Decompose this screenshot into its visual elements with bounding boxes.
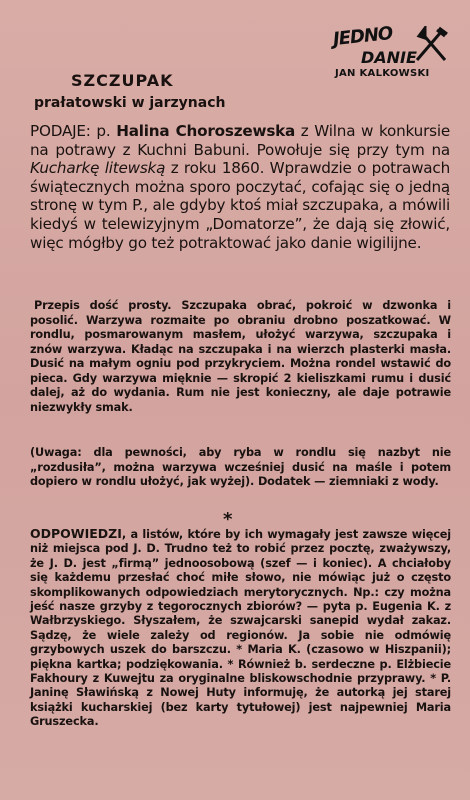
fork-knife-icon xyxy=(411,26,457,66)
lead-text-3: z roku 1860. Wprawdzie o potrawach świątecznych można sporo poczytać, cofając się o jedną stronę w tym P., ale gdyby ktoś miał szczupaka, a mówili kiedyś w telewizyjnym „Domatorze”, że dają się złowić, więc mógłby go też potraktować jako danie wigilijne. xyxy=(30,159,450,252)
answers-paragraph xyxy=(30,527,451,730)
recipe-text: Przepis dość prosty. Szczupaka obrać, pokroić w dzwonka i posolić. Warzywa rozmaite po obraniu drobno poszatkować. W rondlu, posmarowanym masłem, ułożyć warzywa, szczupaka i znów warzywa. Kładąc na szczupaka i na wierzch plasterki masła. Dusić na małym ogniu pod przykryciem. Można rondel wstawić do pieca. Gdy warzywa mięknie — skropić 2 kieliszkami rumu i dusić dalej, aż do wydania. Rum nie jest konieczny, ale daje potrawie niezwykły smak. xyxy=(30,299,451,414)
lead-text-1: PODAJE: p. xyxy=(30,122,117,140)
column-logo xyxy=(333,22,461,84)
answers-heading: ODPOWIEDZI xyxy=(30,526,122,541)
logo-author: JAN KALKOWSKI xyxy=(335,68,430,79)
lead-paragraph xyxy=(30,122,450,252)
note-paragraph: (Uwaga: dla pewności, aby ryba w rondlu się nazbyt nie „rozdusiła”, można warzywa wcześniej dusić na maśle i potem dopiero w rondlu ułożyć, jak wyżej). Dodatek — ziemniaki z wody. xyxy=(30,446,451,488)
article-subtitle: prałatowski w jarzynach xyxy=(34,95,226,111)
author-name: Halina Choroszewska xyxy=(116,122,296,140)
answers-text: , a listów, które by ich wymagały jest zawsze więcej niż miejsca pod J. D. Trudno też to robić przez pocztę, zważywszy, że J. D. jest „firmą” jednoosobową (szef — i koniec). A chciałoby się każdemu przesłać choć miłe słowo, nie mówiąc już o często skomplikowanych odpowiedziach merytorycznych. Np.: czy można jeść nasze grzyby z tegorocznych zbiorów? — pyta p. Eugenia K. z Wałbrzyskiego. Słyszałem, że szwajcarski sanepid wydał zakaz. Sądzę, że wiele zależy od regionów. Ja sobie nie odmówię grzybowych uszek do barszczu. * Maria K. (czasowo w Hiszpanii); piękna kartka; podziękowania. * Również b. serdeczne p. Elżbiecie Fakhoury z Kuwejtu za oryginalne bliskowschodnie przyprawy. * P. Janinę Sławińską z Nowej Huty informuję, że autorką jej starej książki kucharskiej (bez karty tytułowej) jest najpewniej Maria Gruszecka. xyxy=(30,528,451,729)
logo-line-1: JEDNO xyxy=(332,22,394,51)
section-separator: * xyxy=(223,509,233,530)
lead-text-2: z Wilna w konkursie na potrawy z Kuchni Babuni. Powołuje się przy tym na xyxy=(30,122,450,159)
logo-line-2: DANIE xyxy=(361,48,417,67)
recipe-paragraph xyxy=(30,299,451,415)
article-title: SZCZUPAK xyxy=(71,71,174,90)
book-title: Kucharkę litewską xyxy=(30,159,166,178)
